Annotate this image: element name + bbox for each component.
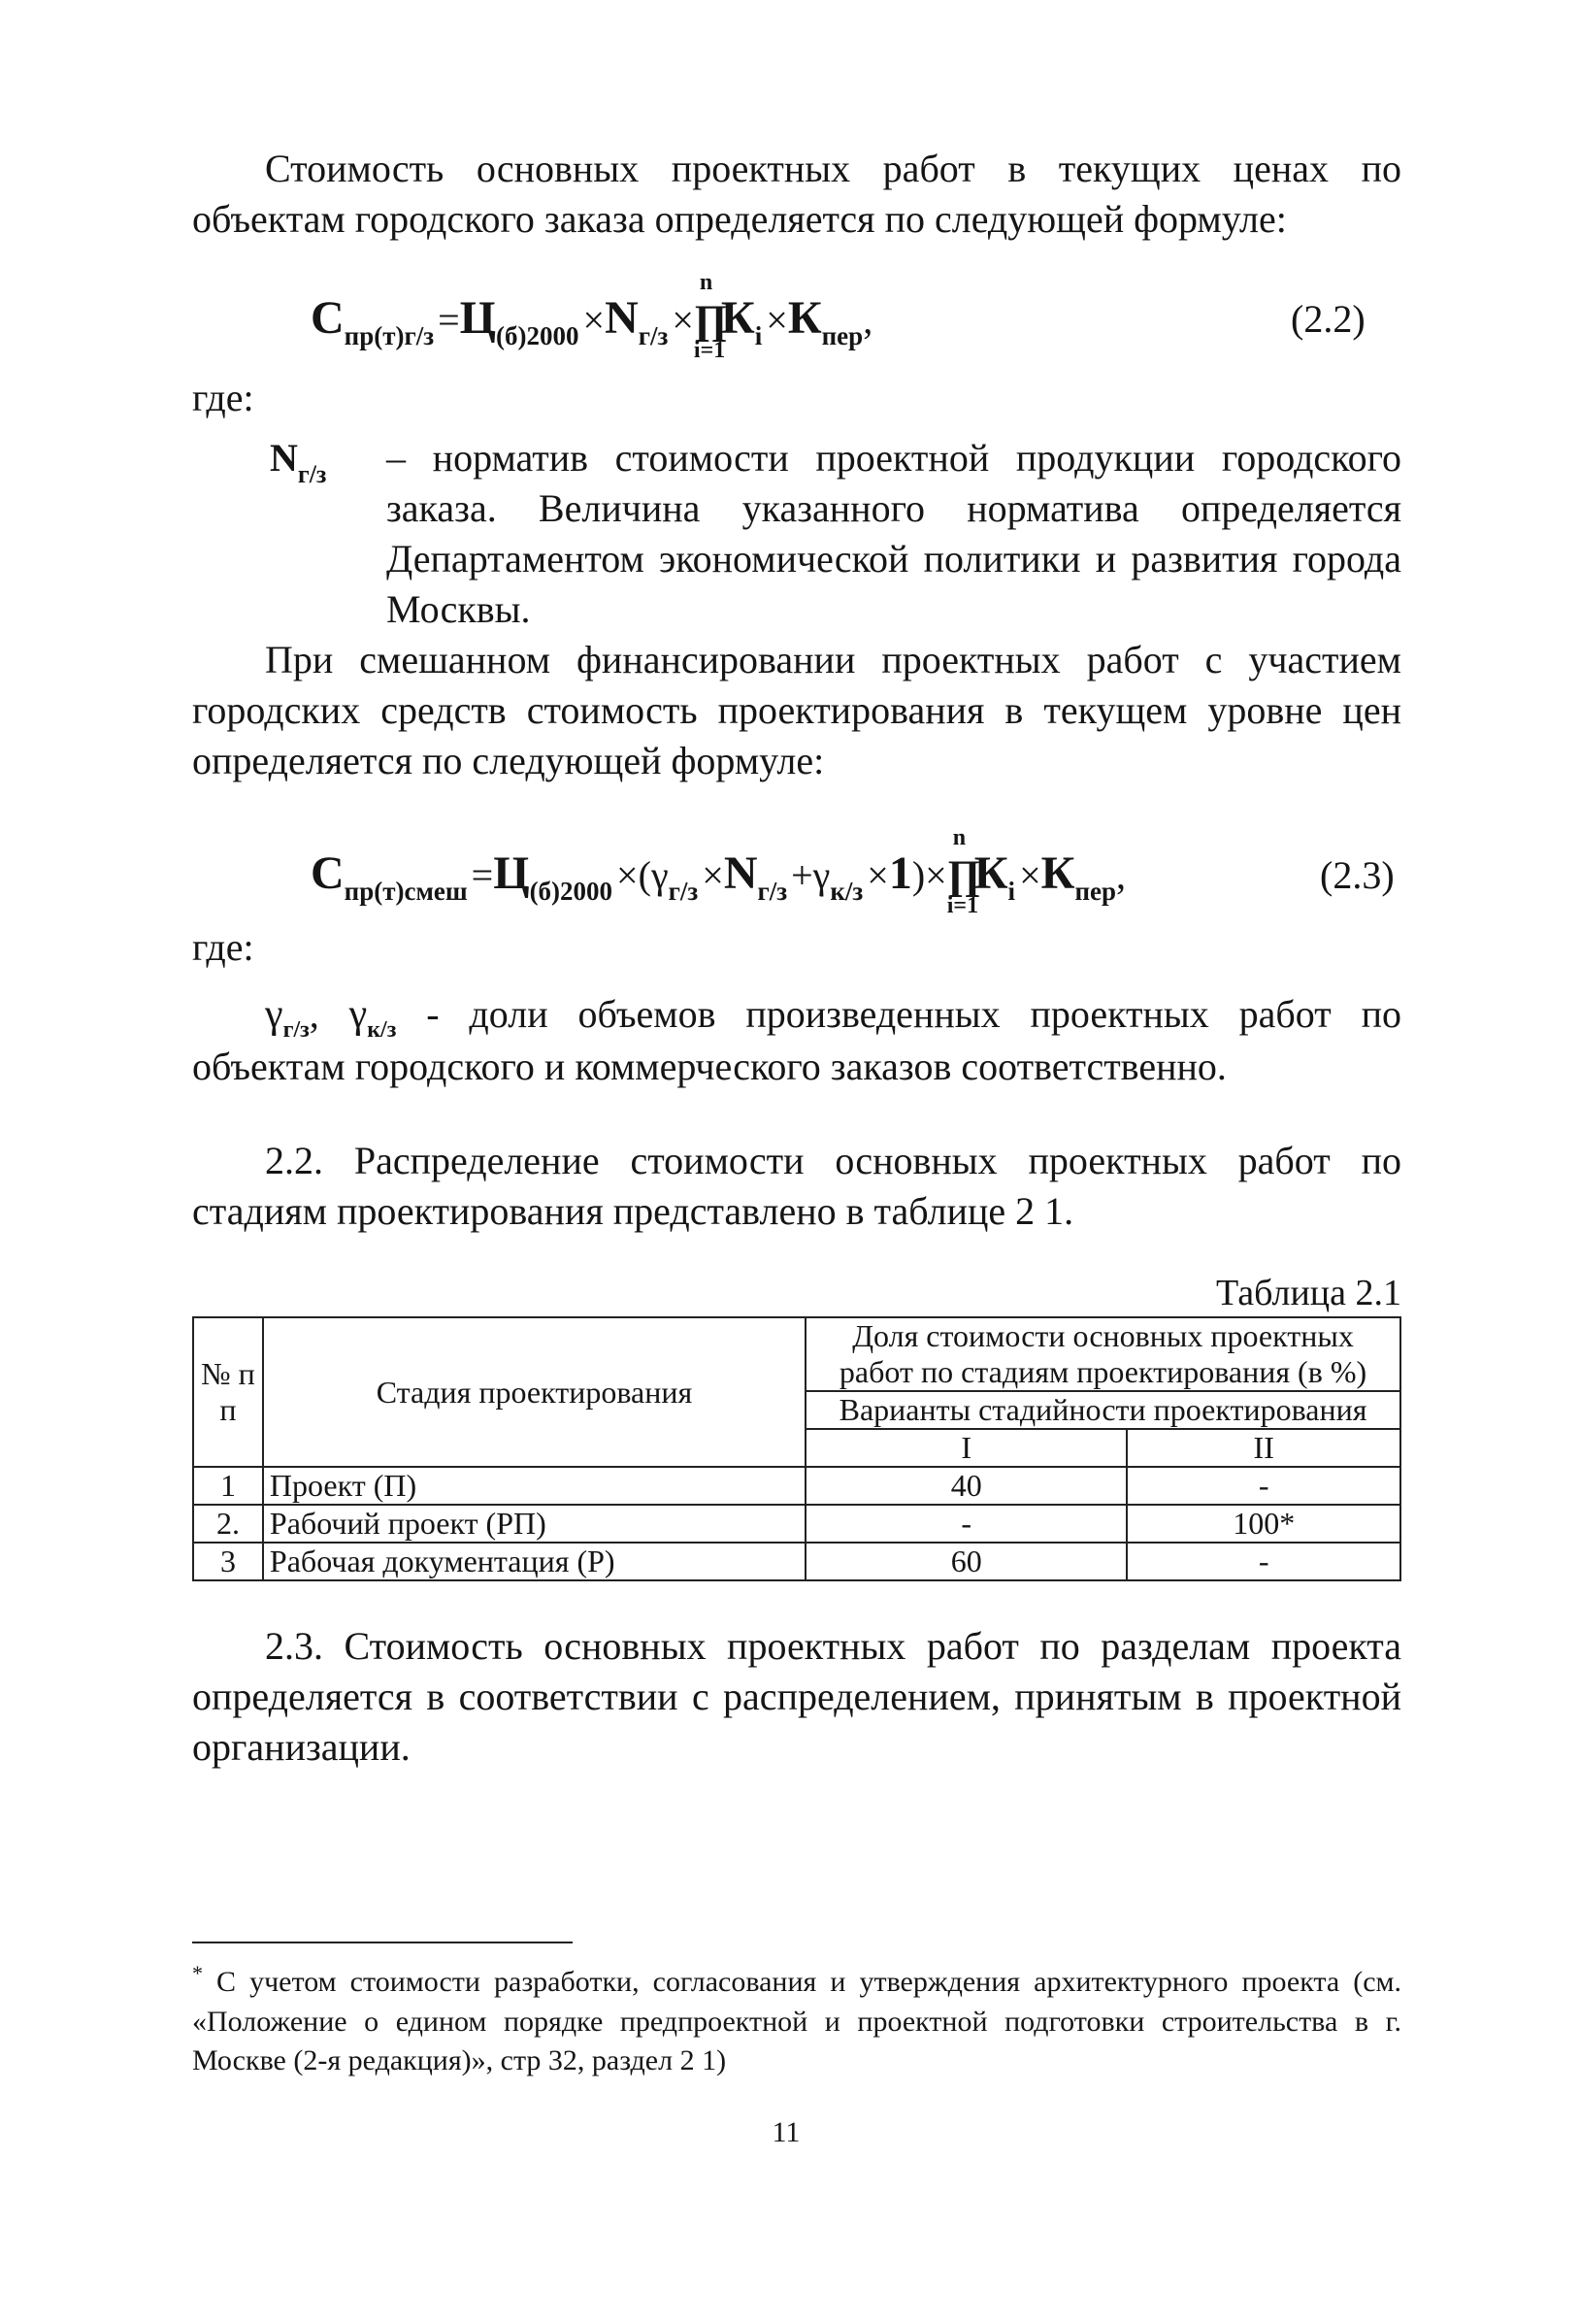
table-cell-variant-1: - [806,1505,1127,1543]
ngz-definition-text: – норматив стоимости проектной продукции городского заказа. Величина указанного норматива определяется Департаментом экономической политики и развития города Москвы. [386,436,1401,631]
table-cell-stage: Проект (П) [263,1467,806,1505]
gamma-definition: $\gamma_{г/з}$, $\gamma_{к/з}$ - доли объемов произведенных проектных работ по объектам городского и коммерческого заказов соответственно. [192,992,1402,1088]
table-header-variant-1: I [806,1429,1127,1467]
table-cell-variant-1: 40 [806,1467,1127,1505]
table-cell-number: 3 [193,1543,263,1580]
footnote-mark: * [192,1961,203,1985]
ngz-symbol: $N_{г/з}$ [270,436,327,488]
paragraph-distribution: 2.2. Распределение стоимости основных проектных работ по стадиям проектирования представлено в таблице 2 1. [192,1139,1401,1233]
table-caption: Таблица 2.1 [1215,1273,1401,1313]
where-label-2: где: [192,925,254,969]
table-cell-number: 1 [193,1467,263,1505]
equation-number-2-3: (2.3) [1320,853,1395,897]
table-cell-variant-2: - [1127,1467,1400,1505]
table-cell-variant-2: - [1127,1543,1400,1580]
gamma-definition-text: - доли объемов произведенных проектных работ по объектам городского и коммерческого заказов соответственно. [192,992,1402,1088]
gamma-gz-symbol: $\gamma_{г/з}$ [265,992,310,1043]
paragraph-mixed-financing: При смешанном финансировании проектных работ с участием городских средств стоимость проектирования в текущем уровне цен определяется по следующей формуле: [192,638,1401,782]
table-cell-variant-1: 60 [806,1543,1127,1580]
formula-2-3: Спр(т)смеш =Ц(б)2000 ×(γг/з ×Nг/з +γк/з ×1)× n ∏ i=1 Кi ×Кпер, [311,825,1126,918]
table-header-share: Доля стоимости основных проектных работ по стадиям проектирования (в %) [806,1317,1400,1391]
table-header-variant-2: II [1127,1429,1400,1467]
paragraph-cost-intro: Стоимость основных проектных работ в текущих ценах по объектам городского заказа определяется по следующей формуле: [192,147,1401,241]
footnote [192,1959,1401,2081]
page-number: 11 [772,2116,801,2148]
equation-number-2-2: (2.2) [1291,297,1366,341]
paragraph-sections: 2.3. Стоимость основных проектных работ по разделам проекта определяется в соответствии с распределением, принятым в проектной организации. [192,1624,1401,1769]
table-header-number: № п п [193,1317,263,1467]
where-label-1: где: [192,376,254,419]
table-2-1 [192,1316,1401,1581]
table-cell-stage: Рабочий проект (РП) [263,1505,806,1543]
table-cell-stage: Рабочая документация (Р) [263,1543,806,1580]
table-header-variants: Варианты стадийности проектирования [806,1391,1400,1429]
table-header-stage: Стадия проектирования [263,1317,806,1467]
footnote-divider [192,1942,573,1943]
gamma-kz-symbol: $\gamma_{к/з}$ [348,992,397,1043]
table-row [193,1505,1400,1543]
table-cell-variant-2: 100* [1127,1505,1400,1543]
table-cell-number: 2. [193,1505,263,1543]
formula-2-2: Спр(т)г/з =Ц(б)2000 ×Nг/з × n ∏ i=1 Кi ×Кпер, [311,270,873,363]
table-row [193,1467,1400,1505]
footnote-text: С учетом стоимости разработки, согласования и утверждения архитектурного проекта (см. «Положение о едином порядке предпроектной и проектной подготовки строительства в г. Москве (2-я редакция)», стр 32, раздел 2 1) [192,1966,1402,2076]
table-row [193,1543,1400,1580]
